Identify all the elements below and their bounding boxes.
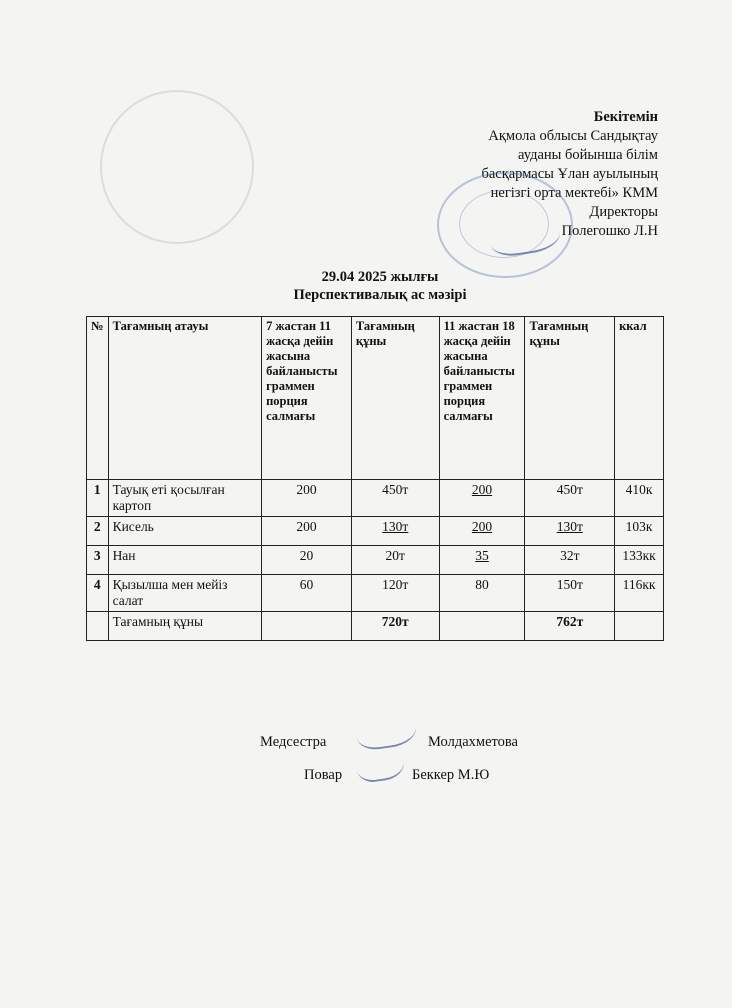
header-kcal: ккал [615,317,664,480]
cell-price-11-18: 130т [525,517,615,546]
cell-empty [439,612,525,641]
cell-empty [87,612,109,641]
total-label: Тағамның құны [108,612,262,641]
cell-price-7-11: 20т [351,546,439,575]
ghost-text-block [55,92,225,109]
approval-line: Ақмола облысы Сандықтау [488,128,658,144]
cell-no: 1 [87,480,109,517]
cell-name: Нан [108,546,262,575]
header-price-7-11: Тағамның құны [351,317,439,480]
cook-role: Повар [304,767,343,783]
approval-line: негізгі орта мектебі» КММ [490,185,658,201]
cell-price-11-18: 450т [525,480,615,517]
cell-empty [615,612,664,641]
cell-portion-11-18: 200 [439,480,525,517]
header-name: Тағамның атауы [108,317,262,480]
cell-kcal: 103к [615,517,664,546]
cell-empty [262,612,352,641]
cell-price-11-18: 150т [525,575,615,612]
document-title [230,268,530,304]
cell-portion-11-18: 80 [439,575,525,612]
cell-kcal: 116кк [615,575,664,612]
cell-price-11-18: 32т [525,546,615,575]
header-portion-7-11: 7 жастан 11 жасқа дейін жасына байланысты граммен порция салмағы [262,317,352,480]
approval-line: ауданы бойынша білім [518,147,658,163]
nurse-signature-row [250,726,570,759]
cell-portion-7-11: 60 [262,575,352,612]
total-price-7-11: 720т [351,612,439,641]
cell-portion-11-18: 200 [439,517,525,546]
table-row [87,517,664,546]
nurse-name: Молдахметова [428,734,518,750]
cell-portion-7-11: 20 [262,546,352,575]
table-row [87,480,664,517]
table-header-row [87,317,664,480]
cell-no: 4 [87,575,109,612]
cell-name: Кисель [108,517,262,546]
cell-price-7-11: 120т [351,575,439,612]
cell-price-7-11: 450т [351,480,439,517]
cell-name: Тауық еті қосылған картоп [108,480,262,517]
header-portion-11-18: 11 жастан 18 жасқа дейін жасына байланысты граммен порция салмағы [439,317,525,480]
table-row [87,546,664,575]
signatures-block [250,726,570,792]
cell-price-7-11: 130т [351,517,439,546]
approval-line: Полегошко Л.Н [561,223,658,239]
ghost-stamp [100,90,254,244]
header-price-11-18: Тағамның құны [525,317,615,480]
cell-kcal: 133кк [615,546,664,575]
cell-no: 2 [87,517,109,546]
total-price-11-18: 762т [525,612,615,641]
title-name: Перспективалық ас мәзірі [293,287,467,303]
approval-line: басқармасы Ұлан ауылының [481,166,658,182]
cook-signature-row [250,759,570,792]
cell-no: 3 [87,546,109,575]
cell-kcal: 410к [615,480,664,517]
header-no: № [87,317,109,480]
table-row [87,575,664,612]
cook-name: Беккер М.Ю [412,767,490,783]
approval-line: Директоры [589,204,658,220]
cell-name: Қызылша мен мейіз салат [108,575,262,612]
cell-portion-11-18: 35 [439,546,525,575]
cell-portion-7-11: 200 [262,480,352,517]
table-total-row [87,612,664,641]
cell-portion-7-11: 200 [262,517,352,546]
title-date: 29.04 2025 жылғы [321,269,439,285]
menu-table [86,316,664,641]
nurse-role: Медсестра [260,734,327,750]
approval-heading: Бекітемін [593,109,658,125]
